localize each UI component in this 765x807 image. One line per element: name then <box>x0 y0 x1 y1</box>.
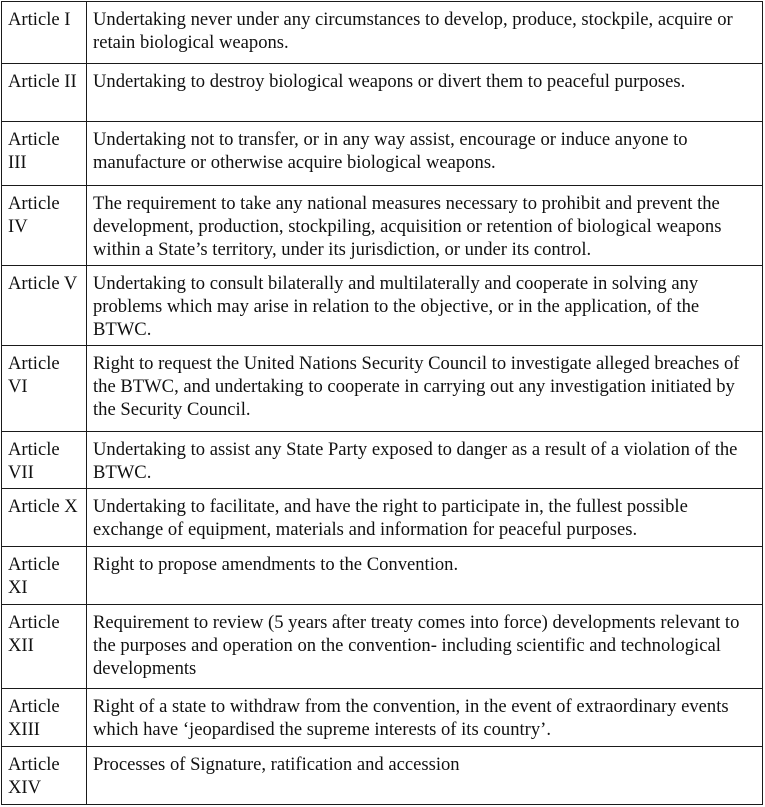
article-description: Right to propose amendments to the Convention. <box>87 547 763 605</box>
article-description: Undertaking to destroy biological weapons or divert them to peaceful purposes. <box>87 64 763 122</box>
table-row <box>2 605 763 689</box>
article-label: Article VII <box>2 432 87 489</box>
article-description: Right of a state to withdraw from the convention, in the event of extraordinary events which have ‘jeopardised the supreme interests of its country’. <box>87 689 763 747</box>
article-label: Article II <box>2 64 87 122</box>
article-description: The requirement to take any national measures necessary to prohibit and prevent the development, production, stockpiling, acquisition or retention of biological weapons within a State’s territory, under its jurisdiction, or under its control. <box>87 186 763 266</box>
article-description: Undertaking to assist any State Party exposed to danger as a result of a violation of the BTWC. <box>87 432 763 489</box>
table-row <box>2 2 763 64</box>
article-description: Undertaking to consult bilaterally and multilaterally and cooperate in solving any problems which may arise in relation to the objective, or in the application, of the BTWC. <box>87 266 763 346</box>
table-row <box>2 186 763 266</box>
table-row <box>2 547 763 605</box>
table-row <box>2 689 763 747</box>
article-label: Article XIII <box>2 689 87 747</box>
article-label: Article XI <box>2 547 87 605</box>
article-description: Undertaking not to transfer, or in any way assist, encourage or induce anyone to manufacture or otherwise acquire biological weapons. <box>87 122 763 186</box>
table-row <box>2 64 763 122</box>
article-label: Article IV <box>2 186 87 266</box>
article-label: Article VI <box>2 346 87 432</box>
article-description: Processes of Signature, ratification and accession <box>87 747 763 805</box>
table-row <box>2 346 763 432</box>
article-label: Article III <box>2 122 87 186</box>
article-description: Right to request the United Nations Security Council to investigate alleged breaches of the BTWC, and undertaking to cooperate in carrying out any investigation initiated by the Security Council. <box>87 346 763 432</box>
article-label: Article I <box>2 2 87 64</box>
article-label: Article XII <box>2 605 87 689</box>
article-description: Undertaking never under any circumstances to develop, produce, stockpile, acquire or retain biological weapons. <box>87 2 763 64</box>
table-row <box>2 489 763 547</box>
article-description: Requirement to review (5 years after treaty comes into force) developments relevant to the purposes and operation on the convention- including scientific and technological developments <box>87 605 763 689</box>
article-label: Article V <box>2 266 87 346</box>
article-label: Article XIV <box>2 747 87 805</box>
articles-table <box>1 1 763 805</box>
article-description: Undertaking to facilitate, and have the right to participate in, the fullest possible exchange of equipment, materials and information for peaceful purposes. <box>87 489 763 547</box>
table-row <box>2 747 763 805</box>
article-label: Article X <box>2 489 87 547</box>
table-row <box>2 266 763 346</box>
table-row <box>2 432 763 489</box>
table-row <box>2 122 763 186</box>
